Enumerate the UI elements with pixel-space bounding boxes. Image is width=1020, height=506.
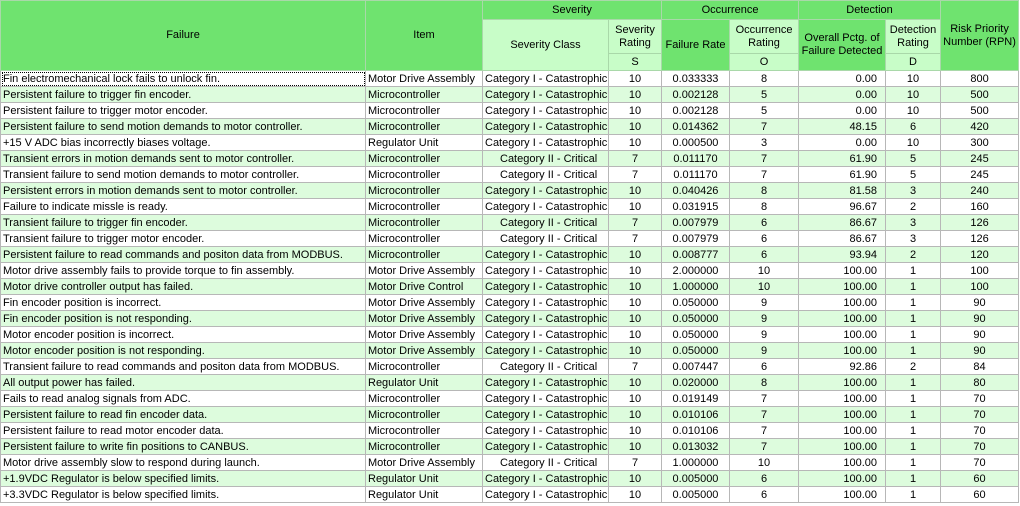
cell-rpn[interactable]: 500 xyxy=(941,103,1019,119)
cell-pctg-detected[interactable]: 100.00 xyxy=(799,487,886,503)
group-header-occurrence: Occurrence xyxy=(662,1,799,20)
group-header-severity: Severity xyxy=(483,1,662,20)
cell-severity-class[interactable]: Category I - Catastrophic xyxy=(483,87,609,103)
cell-failure-rate[interactable]: 2.000000 xyxy=(662,263,730,279)
cell-item[interactable]: Motor Drive Assembly xyxy=(366,295,483,311)
cell-detection-rating[interactable]: 1 xyxy=(886,391,941,407)
cell-severity-class[interactable]: Category II - Critical xyxy=(483,167,609,183)
cell-detection-rating[interactable]: 1 xyxy=(886,487,941,503)
cell-pctg-detected[interactable]: 0.00 xyxy=(799,87,886,103)
table-row[interactable] xyxy=(1,167,1019,183)
cell-severity-rating[interactable]: 10 xyxy=(609,375,662,391)
cell-pctg-detected[interactable]: 100.00 xyxy=(799,391,886,407)
cell-failure[interactable]: Persistent failure to read motor encoder data. xyxy=(1,423,366,439)
cell-failure-rate[interactable]: 0.010106 xyxy=(662,407,730,423)
cell-occurrence-rating[interactable]: 10 xyxy=(730,263,799,279)
cell-severity-class[interactable]: Category I - Catastrophic xyxy=(483,327,609,343)
cell-occurrence-rating[interactable]: 7 xyxy=(730,167,799,183)
cell-rpn[interactable]: 84 xyxy=(941,359,1019,375)
table-row[interactable] xyxy=(1,247,1019,263)
cell-pctg-detected[interactable]: 93.94 xyxy=(799,247,886,263)
cell-failure[interactable]: Fin encoder position is not responding. xyxy=(1,311,366,327)
cell-failure[interactable]: Motor encoder position is incorrect. xyxy=(1,327,366,343)
cell-pctg-detected[interactable]: 100.00 xyxy=(799,327,886,343)
cell-failure[interactable]: Motor drive assembly fails to provide torque to fin assembly. xyxy=(1,263,366,279)
table-row[interactable] xyxy=(1,359,1019,375)
col-header-severity-rating[interactable]: Severity Rating xyxy=(609,20,662,54)
cell-rpn[interactable]: 70 xyxy=(941,455,1019,471)
cell-detection-rating[interactable]: 5 xyxy=(886,151,941,167)
col-code-s: S xyxy=(609,54,662,71)
cell-occurrence-rating[interactable]: 10 xyxy=(730,279,799,295)
cell-severity-class[interactable]: Category I - Catastrophic xyxy=(483,311,609,327)
table-row[interactable] xyxy=(1,71,1019,87)
cell-failure-rate[interactable]: 0.050000 xyxy=(662,343,730,359)
cell-severity-rating[interactable]: 7 xyxy=(609,455,662,471)
table-row[interactable] xyxy=(1,423,1019,439)
cell-rpn[interactable]: 126 xyxy=(941,215,1019,231)
cell-rpn[interactable]: 70 xyxy=(941,391,1019,407)
cell-occurrence-rating[interactable]: 9 xyxy=(730,343,799,359)
cell-severity-rating[interactable]: 10 xyxy=(609,439,662,455)
cell-severity-class[interactable]: Category I - Catastrophic xyxy=(483,471,609,487)
cell-severity-rating[interactable]: 10 xyxy=(609,471,662,487)
cell-failure[interactable]: Transient failure to trigger motor encoder. xyxy=(1,231,366,247)
cell-detection-rating[interactable]: 1 xyxy=(886,343,941,359)
cell-occurrence-rating[interactable]: 7 xyxy=(730,407,799,423)
col-header-failure-rate[interactable]: Failure Rate xyxy=(662,20,730,71)
cell-severity-rating[interactable]: 7 xyxy=(609,151,662,167)
cell-occurrence-rating[interactable]: 9 xyxy=(730,295,799,311)
cell-failure-rate[interactable]: 0.020000 xyxy=(662,375,730,391)
group-header-detection: Detection xyxy=(799,1,941,20)
cell-severity-class[interactable]: Category I - Catastrophic xyxy=(483,199,609,215)
cell-rpn[interactable]: 300 xyxy=(941,135,1019,151)
cell-failure[interactable]: +1.9VDC Regulator is below specified limits. xyxy=(1,471,366,487)
cell-item[interactable]: Motor Drive Assembly xyxy=(366,71,483,87)
cell-failure-rate[interactable]: 0.050000 xyxy=(662,327,730,343)
cell-item[interactable]: Microcontroller xyxy=(366,407,483,423)
cell-occurrence-rating[interactable]: 8 xyxy=(730,71,799,87)
col-header-item[interactable]: Item xyxy=(366,1,483,71)
col-header-failure[interactable]: Failure xyxy=(1,1,366,71)
cell-detection-rating[interactable]: 3 xyxy=(886,183,941,199)
cell-rpn[interactable]: 60 xyxy=(941,471,1019,487)
cell-severity-class[interactable]: Category I - Catastrophic xyxy=(483,375,609,391)
cell-rpn[interactable]: 60 xyxy=(941,487,1019,503)
cell-pctg-detected[interactable]: 61.90 xyxy=(799,151,886,167)
cell-failure[interactable]: Persistent failure to trigger fin encoder. xyxy=(1,87,366,103)
cell-severity-rating[interactable]: 10 xyxy=(609,487,662,503)
cell-detection-rating[interactable]: 2 xyxy=(886,359,941,375)
cell-failure-rate[interactable]: 0.011170 xyxy=(662,151,730,167)
cell-severity-class[interactable]: Category I - Catastrophic xyxy=(483,391,609,407)
cell-rpn[interactable]: 90 xyxy=(941,327,1019,343)
cell-detection-rating[interactable]: 1 xyxy=(886,311,941,327)
cell-severity-class[interactable]: Category I - Catastrophic xyxy=(483,183,609,199)
cell-item[interactable]: Regulator Unit xyxy=(366,471,483,487)
cell-occurrence-rating[interactable]: 6 xyxy=(730,247,799,263)
cell-failure[interactable]: +3.3VDC Regulator is below specified limits. xyxy=(1,487,366,503)
cell-item[interactable]: Microcontroller xyxy=(366,359,483,375)
cell-detection-rating[interactable]: 2 xyxy=(886,247,941,263)
cell-failure[interactable]: Fin encoder position is incorrect. xyxy=(1,295,366,311)
table-header xyxy=(1,1,1019,71)
cell-occurrence-rating[interactable]: 8 xyxy=(730,199,799,215)
table-row[interactable] xyxy=(1,231,1019,247)
cell-item[interactable]: Motor Drive Assembly xyxy=(366,263,483,279)
cell-detection-rating[interactable]: 6 xyxy=(886,119,941,135)
cell-occurrence-rating[interactable]: 7 xyxy=(730,391,799,407)
cell-occurrence-rating[interactable]: 6 xyxy=(730,487,799,503)
cell-severity-class[interactable]: Category I - Catastrophic xyxy=(483,103,609,119)
cell-item[interactable]: Microcontroller xyxy=(366,391,483,407)
cell-severity-rating[interactable]: 10 xyxy=(609,423,662,439)
cell-occurrence-rating[interactable]: 9 xyxy=(730,327,799,343)
cell-occurrence-rating[interactable]: 3 xyxy=(730,135,799,151)
table-row[interactable] xyxy=(1,87,1019,103)
table-row[interactable] xyxy=(1,103,1019,119)
cell-severity-rating[interactable]: 10 xyxy=(609,183,662,199)
cell-failure-rate[interactable]: 0.050000 xyxy=(662,311,730,327)
cell-severity-rating[interactable]: 10 xyxy=(609,327,662,343)
cell-detection-rating[interactable]: 10 xyxy=(886,71,941,87)
cell-pctg-detected[interactable]: 100.00 xyxy=(799,423,886,439)
cell-failure-rate[interactable]: 0.040426 xyxy=(662,183,730,199)
table-row[interactable] xyxy=(1,471,1019,487)
cell-detection-rating[interactable]: 1 xyxy=(886,295,941,311)
cell-failure[interactable]: Transient failure to send motion demands to motor controller. xyxy=(1,167,366,183)
cell-pctg-detected[interactable]: 96.67 xyxy=(799,199,886,215)
cell-severity-class[interactable]: Category II - Critical xyxy=(483,231,609,247)
cell-failure[interactable]: Transient failure to read commands and positon data from MODBUS. xyxy=(1,359,366,375)
cell-severity-rating[interactable]: 10 xyxy=(609,119,662,135)
cell-severity-class[interactable]: Category I - Catastrophic xyxy=(483,119,609,135)
cell-item[interactable]: Microcontroller xyxy=(366,439,483,455)
cell-failure[interactable]: Failure to indicate missle is ready. xyxy=(1,199,366,215)
cell-item[interactable]: Microcontroller xyxy=(366,247,483,263)
table-row[interactable] xyxy=(1,183,1019,199)
cell-pctg-detected[interactable]: 100.00 xyxy=(799,263,886,279)
cell-failure[interactable]: Motor drive assembly slow to respond during launch. xyxy=(1,455,366,471)
cell-severity-class[interactable]: Category I - Catastrophic xyxy=(483,71,609,87)
cell-failure-rate[interactable]: 0.019149 xyxy=(662,391,730,407)
cell-detection-rating[interactable]: 10 xyxy=(886,135,941,151)
col-code-d: D xyxy=(886,54,941,71)
cell-failure-rate[interactable]: 0.010106 xyxy=(662,423,730,439)
cell-detection-rating[interactable]: 10 xyxy=(886,103,941,119)
table-row[interactable] xyxy=(1,135,1019,151)
cell-pctg-detected[interactable]: 100.00 xyxy=(799,279,886,295)
cell-pctg-detected[interactable]: 81.58 xyxy=(799,183,886,199)
cell-rpn[interactable]: 800 xyxy=(941,71,1019,87)
cell-occurrence-rating[interactable]: 10 xyxy=(730,455,799,471)
cell-item[interactable]: Microcontroller xyxy=(366,199,483,215)
cell-rpn[interactable]: 120 xyxy=(941,247,1019,263)
cell-severity-class[interactable]: Category I - Catastrophic xyxy=(483,407,609,423)
cell-rpn[interactable]: 245 xyxy=(941,151,1019,167)
cell-occurrence-rating[interactable]: 8 xyxy=(730,375,799,391)
table-row[interactable] xyxy=(1,151,1019,167)
cell-detection-rating[interactable]: 2 xyxy=(886,199,941,215)
cell-occurrence-rating[interactable]: 7 xyxy=(730,151,799,167)
cell-severity-class[interactable]: Category II - Critical xyxy=(483,151,609,167)
cell-failure[interactable]: Transient errors in motion demands sent to motor controller. xyxy=(1,151,366,167)
cell-occurrence-rating[interactable]: 6 xyxy=(730,215,799,231)
cell-pctg-detected[interactable]: 86.67 xyxy=(799,215,886,231)
cell-severity-rating[interactable]: 10 xyxy=(609,71,662,87)
cell-failure[interactable]: Persistent errors in motion demands sent to motor controller. xyxy=(1,183,366,199)
cell-severity-rating[interactable]: 7 xyxy=(609,359,662,375)
cell-severity-class[interactable]: Category I - Catastrophic xyxy=(483,439,609,455)
cell-rpn[interactable]: 160 xyxy=(941,199,1019,215)
col-code-o: O xyxy=(730,54,799,71)
cell-failure-rate[interactable]: 1.000000 xyxy=(662,455,730,471)
cell-failure-rate[interactable]: 0.031915 xyxy=(662,199,730,215)
cell-item[interactable]: Microcontroller xyxy=(366,423,483,439)
cell-severity-rating[interactable]: 10 xyxy=(609,87,662,103)
cell-occurrence-rating[interactable]: 5 xyxy=(730,103,799,119)
col-header-occurrence-rating[interactable]: Occurrence Rating xyxy=(730,20,799,54)
cell-severity-class[interactable]: Category II - Critical xyxy=(483,455,609,471)
cell-pctg-detected[interactable]: 100.00 xyxy=(799,295,886,311)
cell-occurrence-rating[interactable]: 6 xyxy=(730,471,799,487)
cell-rpn[interactable]: 70 xyxy=(941,423,1019,439)
cell-failure-rate[interactable]: 0.002128 xyxy=(662,87,730,103)
cell-item[interactable]: Microcontroller xyxy=(366,151,483,167)
cell-severity-class[interactable]: Category II - Critical xyxy=(483,359,609,375)
table-row[interactable] xyxy=(1,215,1019,231)
cell-failure-rate[interactable]: 0.011170 xyxy=(662,167,730,183)
cell-severity-rating[interactable]: 7 xyxy=(609,231,662,247)
cell-item[interactable]: Regulator Unit xyxy=(366,375,483,391)
cell-occurrence-rating[interactable]: 6 xyxy=(730,231,799,247)
cell-severity-class[interactable]: Category II - Critical xyxy=(483,215,609,231)
cell-occurrence-rating[interactable]: 5 xyxy=(730,87,799,103)
cell-item[interactable]: Motor Drive Assembly xyxy=(366,343,483,359)
cell-detection-rating[interactable]: 1 xyxy=(886,263,941,279)
cell-failure-rate[interactable]: 0.002128 xyxy=(662,103,730,119)
cell-item[interactable]: Motor Drive Assembly xyxy=(366,327,483,343)
cell-severity-rating[interactable]: 10 xyxy=(609,343,662,359)
cell-detection-rating[interactable]: 1 xyxy=(886,423,941,439)
table-row[interactable] xyxy=(1,343,1019,359)
cell-severity-class[interactable]: Category I - Catastrophic xyxy=(483,343,609,359)
cell-item[interactable]: Motor Drive Assembly xyxy=(366,311,483,327)
cell-pctg-detected[interactable]: 86.67 xyxy=(799,231,886,247)
cell-failure[interactable]: +15 V ADC bias incorrectly biases voltage. xyxy=(1,135,366,151)
cell-failure[interactable]: Fin electromechanical lock fails to unlock fin. xyxy=(1,71,366,87)
cell-occurrence-rating[interactable]: 7 xyxy=(730,119,799,135)
cell-pctg-detected[interactable]: 100.00 xyxy=(799,471,886,487)
cell-rpn[interactable]: 70 xyxy=(941,407,1019,423)
cell-rpn[interactable]: 70 xyxy=(941,439,1019,455)
cell-failure[interactable]: Persistent failure to read fin encoder data. xyxy=(1,407,366,423)
cell-severity-class[interactable]: Category I - Catastrophic xyxy=(483,279,609,295)
cell-rpn[interactable]: 90 xyxy=(941,295,1019,311)
table-row[interactable] xyxy=(1,311,1019,327)
cell-severity-rating[interactable]: 7 xyxy=(609,167,662,183)
cell-failure-rate[interactable]: 0.005000 xyxy=(662,471,730,487)
cell-pctg-detected[interactable]: 48.15 xyxy=(799,119,886,135)
cell-failure-rate[interactable]: 0.007447 xyxy=(662,359,730,375)
cell-failure[interactable]: Motor encoder position is not responding. xyxy=(1,343,366,359)
col-header-detection-rating[interactable]: Detection Rating xyxy=(886,20,941,54)
cell-detection-rating[interactable]: 1 xyxy=(886,279,941,295)
cell-detection-rating[interactable]: 1 xyxy=(886,439,941,455)
cell-rpn[interactable]: 500 xyxy=(941,87,1019,103)
table-row[interactable] xyxy=(1,407,1019,423)
table-row[interactable] xyxy=(1,279,1019,295)
cell-item[interactable]: Motor Drive Assembly xyxy=(366,455,483,471)
cell-pctg-detected[interactable]: 100.00 xyxy=(799,407,886,423)
cell-pctg-detected[interactable]: 100.00 xyxy=(799,375,886,391)
cell-item[interactable]: Regulator Unit xyxy=(366,135,483,151)
cell-severity-class[interactable]: Category I - Catastrophic xyxy=(483,423,609,439)
cell-rpn[interactable]: 90 xyxy=(941,343,1019,359)
cell-item[interactable]: Microcontroller xyxy=(366,103,483,119)
cell-rpn[interactable]: 240 xyxy=(941,183,1019,199)
cell-failure-rate[interactable]: 0.014362 xyxy=(662,119,730,135)
cell-rpn[interactable]: 90 xyxy=(941,311,1019,327)
cell-failure[interactable]: Motor drive controller output has failed. xyxy=(1,279,366,295)
cell-failure[interactable]: Persistent failure to trigger motor encoder. xyxy=(1,103,366,119)
cell-failure[interactable]: All output power has failed. xyxy=(1,375,366,391)
cell-failure-rate[interactable]: 0.007979 xyxy=(662,231,730,247)
cell-severity-rating[interactable]: 10 xyxy=(609,247,662,263)
cell-item[interactable]: Microcontroller xyxy=(366,231,483,247)
cell-pctg-detected[interactable]: 100.00 xyxy=(799,311,886,327)
col-header-rpn[interactable]: Risk Priority Number (RPN) xyxy=(941,1,1019,71)
col-header-overall-pctg[interactable]: Overall Pctg. of Failure Detected xyxy=(799,20,886,71)
cell-pctg-detected[interactable]: 92.86 xyxy=(799,359,886,375)
col-header-severity-class[interactable]: Severity Class xyxy=(483,20,609,71)
cell-detection-rating[interactable]: 1 xyxy=(886,375,941,391)
cell-pctg-detected[interactable]: 100.00 xyxy=(799,439,886,455)
cell-occurrence-rating[interactable]: 7 xyxy=(730,423,799,439)
cell-pctg-detected[interactable]: 61.90 xyxy=(799,167,886,183)
cell-severity-class[interactable]: Category I - Catastrophic xyxy=(483,295,609,311)
cell-rpn[interactable]: 100 xyxy=(941,279,1019,295)
cell-pctg-detected[interactable]: 0.00 xyxy=(799,103,886,119)
cell-severity-class[interactable]: Category I - Catastrophic xyxy=(483,487,609,503)
cell-item[interactable]: Microcontroller xyxy=(366,119,483,135)
cell-failure[interactable]: Persistent failure to read commands and positon data from MODBUS. xyxy=(1,247,366,263)
table-row[interactable] xyxy=(1,199,1019,215)
cell-occurrence-rating[interactable]: 6 xyxy=(730,359,799,375)
cell-severity-rating[interactable]: 10 xyxy=(609,263,662,279)
table-row[interactable] xyxy=(1,375,1019,391)
cell-item[interactable]: Motor Drive Control xyxy=(366,279,483,295)
cell-occurrence-rating[interactable]: 7 xyxy=(730,439,799,455)
cell-item[interactable]: Regulator Unit xyxy=(366,487,483,503)
cell-severity-rating[interactable]: 10 xyxy=(609,391,662,407)
cell-failure[interactable]: Persistent failure to send motion demands to motor controller. xyxy=(1,119,366,135)
cell-severity-class[interactable]: Category I - Catastrophic xyxy=(483,135,609,151)
cell-failure-rate[interactable]: 0.008777 xyxy=(662,247,730,263)
cell-severity-rating[interactable]: 10 xyxy=(609,199,662,215)
cell-detection-rating[interactable]: 1 xyxy=(886,407,941,423)
cell-rpn[interactable]: 100 xyxy=(941,263,1019,279)
table-row[interactable] xyxy=(1,487,1019,503)
cell-item[interactable]: Microcontroller xyxy=(366,183,483,199)
cell-detection-rating[interactable]: 3 xyxy=(886,231,941,247)
cell-detection-rating[interactable]: 1 xyxy=(886,455,941,471)
cell-failure-rate[interactable]: 0.007979 xyxy=(662,215,730,231)
cell-failure-rate[interactable]: 0.050000 xyxy=(662,295,730,311)
cell-severity-rating[interactable]: 7 xyxy=(609,215,662,231)
cell-severity-rating[interactable]: 10 xyxy=(609,135,662,151)
cell-item[interactable]: Microcontroller xyxy=(366,87,483,103)
cell-detection-rating[interactable]: 5 xyxy=(886,167,941,183)
table-row[interactable] xyxy=(1,263,1019,279)
cell-failure-rate[interactable]: 0.013032 xyxy=(662,439,730,455)
cell-failure-rate[interactable]: 0.000500 xyxy=(662,135,730,151)
cell-severity-rating[interactable]: 10 xyxy=(609,295,662,311)
cell-severity-rating[interactable]: 10 xyxy=(609,311,662,327)
cell-rpn[interactable]: 126 xyxy=(941,231,1019,247)
cell-pctg-detected[interactable]: 100.00 xyxy=(799,343,886,359)
table-row[interactable] xyxy=(1,327,1019,343)
cell-severity-rating[interactable]: 10 xyxy=(609,407,662,423)
cell-detection-rating[interactable]: 10 xyxy=(886,87,941,103)
cell-item[interactable]: Microcontroller xyxy=(366,215,483,231)
cell-rpn[interactable]: 420 xyxy=(941,119,1019,135)
cell-item[interactable]: Microcontroller xyxy=(366,167,483,183)
cell-occurrence-rating[interactable]: 9 xyxy=(730,311,799,327)
cell-pctg-detected[interactable]: 0.00 xyxy=(799,135,886,151)
cell-severity-class[interactable]: Category I - Catastrophic xyxy=(483,247,609,263)
cell-detection-rating[interactable]: 1 xyxy=(886,471,941,487)
table-row[interactable] xyxy=(1,119,1019,135)
table-row[interactable] xyxy=(1,391,1019,407)
cell-pctg-detected[interactable]: 0.00 xyxy=(799,71,886,87)
cell-detection-rating[interactable]: 1 xyxy=(886,327,941,343)
cell-failure-rate[interactable]: 1.000000 xyxy=(662,279,730,295)
cell-failure-rate[interactable]: 0.033333 xyxy=(662,71,730,87)
cell-severity-rating[interactable]: 10 xyxy=(609,279,662,295)
cell-failure[interactable]: Persistent failure to write fin positions to CANBUS. xyxy=(1,439,366,455)
table-row[interactable] xyxy=(1,295,1019,311)
table-row[interactable] xyxy=(1,455,1019,471)
cell-rpn[interactable]: 245 xyxy=(941,167,1019,183)
cell-severity-rating[interactable]: 10 xyxy=(609,103,662,119)
cell-failure[interactable]: Fails to read analog signals from ADC. xyxy=(1,391,366,407)
cell-failure[interactable]: Transient failure to trigger fin encoder. xyxy=(1,215,366,231)
table-row[interactable] xyxy=(1,439,1019,455)
cell-occurrence-rating[interactable]: 8 xyxy=(730,183,799,199)
cell-severity-class[interactable]: Category I - Catastrophic xyxy=(483,263,609,279)
cell-pctg-detected[interactable]: 100.00 xyxy=(799,455,886,471)
cell-failure-rate[interactable]: 0.005000 xyxy=(662,487,730,503)
table-body xyxy=(1,71,1019,503)
cell-detection-rating[interactable]: 3 xyxy=(886,215,941,231)
cell-rpn[interactable]: 80 xyxy=(941,375,1019,391)
